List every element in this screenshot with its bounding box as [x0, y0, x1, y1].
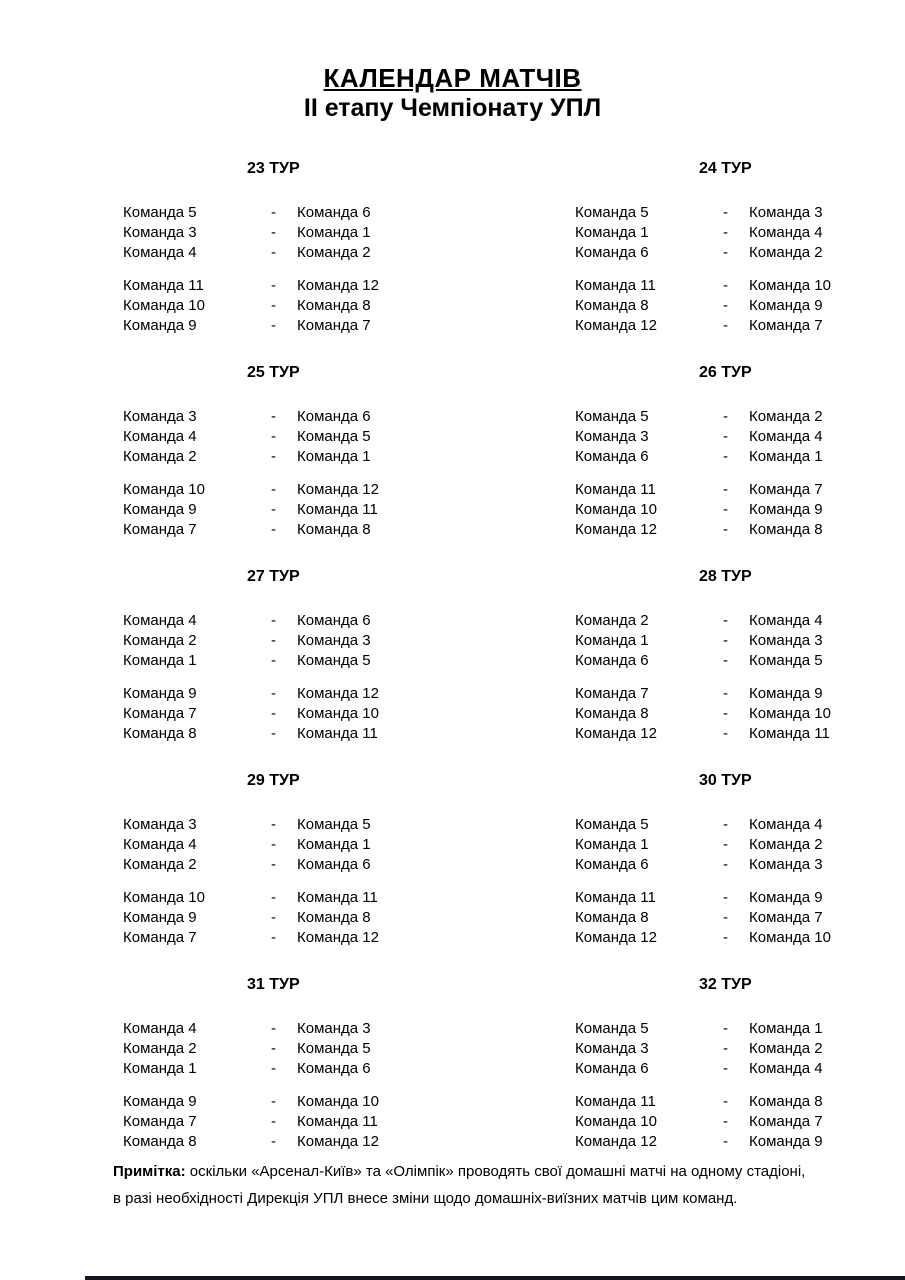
match-row	[123, 203, 452, 223]
match-row	[575, 1092, 905, 1112]
match-row	[123, 928, 452, 948]
home-team: Команда 1	[123, 652, 197, 669]
match-row	[123, 243, 452, 263]
tour-matches	[575, 407, 905, 540]
tour-header: 29 ТУР	[247, 772, 300, 789]
match-separator: -	[723, 856, 728, 873]
match-separator: -	[271, 1133, 276, 1150]
match-row	[575, 611, 905, 631]
tour-header: 28 ТУР	[699, 568, 752, 585]
away-team: Команда 8	[749, 1093, 823, 1110]
match-row	[123, 1112, 452, 1132]
home-team: Команда 2	[575, 612, 649, 629]
match-row	[123, 815, 452, 835]
away-team: Команда 3	[297, 632, 371, 649]
away-team: Команда 4	[749, 816, 823, 833]
home-team: Команда 8	[575, 297, 649, 314]
home-team: Команда 2	[123, 632, 197, 649]
match-row	[575, 427, 905, 447]
note-line-2: в разі необхідності Дирекція УПЛ внесе зміни щодо домашніх-виїзних матчів цим команд.	[113, 1190, 738, 1207]
match-separator: -	[271, 297, 276, 314]
home-team: Команда 8	[123, 725, 197, 742]
match-row	[123, 296, 452, 316]
tour-block	[452, 160, 905, 336]
note	[113, 1158, 818, 1212]
tour-matches	[123, 611, 452, 744]
tour-block	[452, 772, 905, 948]
match-separator: -	[271, 685, 276, 702]
home-team: Команда 9	[123, 501, 197, 518]
match-separator: -	[271, 521, 276, 538]
match-row	[123, 631, 452, 651]
scan-edge-artifact	[85, 1276, 905, 1280]
home-team: Команда 12	[575, 725, 657, 742]
away-team: Команда 3	[297, 1020, 371, 1037]
match-separator: -	[271, 224, 276, 241]
away-team: Команда 8	[297, 521, 371, 538]
match-separator: -	[271, 428, 276, 445]
home-team: Команда 7	[123, 521, 197, 538]
home-team: Команда 12	[575, 1133, 657, 1150]
match-separator: -	[723, 909, 728, 926]
match-separator: -	[723, 632, 728, 649]
match-row	[123, 427, 452, 447]
home-team: Команда 8	[575, 705, 649, 722]
match-separator: -	[271, 929, 276, 946]
away-team: Команда 5	[297, 1040, 371, 1057]
away-team: Команда 8	[749, 521, 823, 538]
match-separator: -	[271, 652, 276, 669]
away-team: Команда 6	[297, 1060, 371, 1077]
match-row	[575, 1132, 905, 1152]
match-row	[123, 855, 452, 875]
home-team: Команда 11	[575, 1093, 656, 1110]
away-team: Команда 7	[749, 317, 823, 334]
match-row	[123, 447, 452, 467]
match-row	[123, 1039, 452, 1059]
note-line-1: оскільки «Арсенал-Київ» та «Олімпік» проводять свої домашні матчі на одному стадіоні,	[185, 1163, 806, 1180]
home-team: Команда 2	[123, 1040, 197, 1057]
match-row	[575, 276, 905, 296]
match-separator: -	[723, 652, 728, 669]
away-team: Команда 4	[749, 612, 823, 629]
match-row	[575, 835, 905, 855]
match-row	[575, 1019, 905, 1039]
match-separator: -	[271, 204, 276, 221]
match-separator: -	[271, 1060, 276, 1077]
match-row	[575, 1112, 905, 1132]
match-separator: -	[723, 1133, 728, 1150]
match-row	[575, 480, 905, 500]
away-team: Команда 11	[297, 725, 378, 742]
tour-header: 27 ТУР	[247, 568, 300, 585]
away-team: Команда 3	[749, 204, 823, 221]
tour-matches	[123, 407, 452, 540]
page-title: КАЛЕНДАР МАТЧІВ	[323, 63, 582, 93]
home-team: Команда 1	[575, 632, 649, 649]
tour-header: 26 ТУР	[699, 364, 752, 381]
match-separator: -	[723, 1040, 728, 1057]
away-team: Команда 10	[749, 277, 831, 294]
home-team: Команда 6	[575, 244, 649, 261]
match-separator: -	[723, 521, 728, 538]
away-team: Команда 9	[749, 685, 823, 702]
home-team: Команда 11	[575, 277, 656, 294]
away-team: Команда 2	[749, 1040, 823, 1057]
away-team: Команда 12	[297, 929, 379, 946]
home-team: Команда 7	[123, 929, 197, 946]
home-team: Команда 6	[575, 652, 649, 669]
match-row	[575, 1039, 905, 1059]
away-team: Команда 1	[749, 1020, 823, 1037]
match-row	[575, 1059, 905, 1079]
away-team: Команда 12	[297, 277, 379, 294]
away-team: Команда 8	[297, 909, 371, 926]
home-team: Команда 12	[575, 317, 657, 334]
match-separator: -	[271, 705, 276, 722]
match-separator: -	[271, 1020, 276, 1037]
home-team: Команда 6	[575, 856, 649, 873]
tour-block	[0, 772, 452, 948]
match-separator: -	[723, 448, 728, 465]
match-row	[575, 407, 905, 427]
home-team: Команда 11	[123, 277, 204, 294]
home-team: Команда 4	[123, 428, 197, 445]
home-team: Команда 10	[123, 889, 205, 906]
match-row	[575, 296, 905, 316]
tour-block	[0, 160, 452, 336]
tour-header: 31 ТУР	[247, 976, 300, 993]
away-team: Команда 1	[297, 836, 371, 853]
page-subtitle: II етапу Чемпіонату УПЛ	[303, 94, 602, 122]
match-row	[123, 684, 452, 704]
home-team: Команда 5	[123, 204, 197, 221]
away-team: Команда 6	[297, 612, 371, 629]
match-row	[575, 704, 905, 724]
away-team: Команда 12	[297, 685, 379, 702]
match-row	[575, 684, 905, 704]
match-separator: -	[723, 1020, 728, 1037]
tour-block	[0, 976, 452, 1152]
home-team: Команда 10	[123, 481, 205, 498]
match-row	[123, 407, 452, 427]
match-separator: -	[723, 705, 728, 722]
home-team: Команда 6	[575, 448, 649, 465]
match-row	[575, 520, 905, 540]
match-separator: -	[271, 1113, 276, 1130]
away-team: Команда 9	[749, 1133, 823, 1150]
home-team: Команда 5	[575, 816, 649, 833]
tour-header: 25 ТУР	[247, 364, 300, 381]
home-team: Команда 9	[123, 1093, 197, 1110]
home-team: Команда 1	[575, 224, 649, 241]
match-row	[575, 316, 905, 336]
match-separator: -	[271, 856, 276, 873]
match-row	[123, 908, 452, 928]
away-team: Команда 2	[297, 244, 371, 261]
home-team: Команда 3	[123, 224, 197, 241]
match-separator: -	[271, 909, 276, 926]
tour-matches	[123, 203, 452, 336]
away-team: Команда 5	[749, 652, 823, 669]
match-separator: -	[271, 725, 276, 742]
away-team: Команда 4	[749, 1060, 823, 1077]
match-separator: -	[723, 408, 728, 425]
match-separator: -	[723, 685, 728, 702]
away-team: Команда 2	[749, 408, 823, 425]
match-separator: -	[723, 481, 728, 498]
home-team: Команда 5	[575, 204, 649, 221]
home-team: Команда 10	[123, 297, 205, 314]
away-team: Команда 10	[749, 705, 831, 722]
tour-block	[452, 568, 905, 744]
match-separator: -	[723, 204, 728, 221]
tours-grid	[0, 160, 905, 1180]
home-team: Команда 10	[575, 1113, 657, 1130]
home-team: Команда 4	[123, 836, 197, 853]
match-separator: -	[271, 612, 276, 629]
match-row	[575, 888, 905, 908]
home-team: Команда 12	[575, 929, 657, 946]
match-row	[575, 855, 905, 875]
away-team: Команда 4	[749, 428, 823, 445]
home-team: Команда 2	[123, 856, 197, 873]
match-row	[575, 651, 905, 671]
match-separator: -	[723, 1113, 728, 1130]
away-team: Команда 11	[749, 725, 830, 742]
document-header	[0, 0, 905, 123]
tour-matches	[575, 611, 905, 744]
away-team: Команда 2	[749, 836, 823, 853]
home-team: Команда 8	[575, 909, 649, 926]
match-separator: -	[271, 317, 276, 334]
tour-block	[452, 976, 905, 1152]
away-team: Команда 7	[749, 1113, 823, 1130]
match-separator: -	[723, 224, 728, 241]
tour-block	[452, 364, 905, 540]
match-separator: -	[271, 408, 276, 425]
match-row	[575, 908, 905, 928]
match-separator: -	[723, 612, 728, 629]
note-label: Примітка:	[113, 1163, 186, 1180]
match-row	[575, 447, 905, 467]
match-separator: -	[723, 725, 728, 742]
match-separator: -	[271, 816, 276, 833]
match-row	[123, 724, 452, 744]
away-team: Команда 4	[749, 224, 823, 241]
away-team: Команда 11	[297, 501, 378, 518]
away-team: Команда 2	[749, 244, 823, 261]
tour-matches	[575, 203, 905, 336]
home-team: Команда 10	[575, 501, 657, 518]
match-separator: -	[271, 277, 276, 294]
away-team: Команда 12	[297, 1133, 379, 1150]
match-separator: -	[271, 632, 276, 649]
home-team: Команда 9	[123, 909, 197, 926]
away-team: Команда 1	[297, 224, 371, 241]
match-separator: -	[723, 244, 728, 261]
match-separator: -	[723, 836, 728, 853]
match-row	[123, 1092, 452, 1112]
home-team: Команда 7	[123, 705, 197, 722]
away-team: Команда 9	[749, 889, 823, 906]
home-team: Команда 4	[123, 1020, 197, 1037]
away-team: Команда 11	[297, 1113, 378, 1130]
tour-header: 32 ТУР	[699, 976, 752, 993]
tour-header: 30 ТУР	[699, 772, 752, 789]
tour-matches	[575, 815, 905, 948]
match-row	[123, 223, 452, 243]
tour-header: 23 ТУР	[247, 160, 300, 177]
match-row	[123, 835, 452, 855]
away-team: Команда 5	[297, 652, 371, 669]
home-team: Команда 6	[575, 1060, 649, 1077]
home-team: Команда 3	[123, 816, 197, 833]
match-row	[123, 520, 452, 540]
away-team: Команда 10	[297, 705, 379, 722]
home-team: Команда 7	[575, 685, 649, 702]
match-row	[575, 928, 905, 948]
match-row	[123, 316, 452, 336]
home-team: Команда 11	[575, 481, 656, 498]
match-separator: -	[723, 889, 728, 906]
home-team: Команда 3	[123, 408, 197, 425]
home-team: Команда 8	[123, 1133, 197, 1150]
home-team: Команда 3	[575, 428, 649, 445]
match-separator: -	[723, 929, 728, 946]
match-row	[123, 276, 452, 296]
match-row	[123, 1059, 452, 1079]
match-row	[575, 243, 905, 263]
match-separator: -	[723, 277, 728, 294]
match-separator: -	[271, 1093, 276, 1110]
home-team: Команда 12	[575, 521, 657, 538]
match-row	[123, 1019, 452, 1039]
away-team: Команда 1	[749, 448, 823, 465]
match-row	[123, 1132, 452, 1152]
away-team: Команда 3	[749, 856, 823, 873]
match-row	[575, 631, 905, 651]
away-team: Команда 7	[749, 909, 823, 926]
away-team: Команда 6	[297, 408, 371, 425]
home-team: Команда 9	[123, 317, 197, 334]
match-row	[123, 651, 452, 671]
match-separator: -	[723, 1093, 728, 1110]
away-team: Команда 1	[297, 448, 371, 465]
tour-block	[0, 568, 452, 744]
match-row	[575, 815, 905, 835]
match-separator: -	[723, 297, 728, 314]
match-separator: -	[271, 1040, 276, 1057]
away-team: Команда 11	[297, 889, 378, 906]
home-team: Команда 2	[123, 448, 197, 465]
match-separator: -	[271, 481, 276, 498]
match-row	[123, 500, 452, 520]
home-team: Команда 4	[123, 612, 197, 629]
home-team: Команда 4	[123, 244, 197, 261]
home-team: Команда 3	[575, 1040, 649, 1057]
match-row	[575, 500, 905, 520]
home-team: Команда 5	[575, 1020, 649, 1037]
home-team: Команда 7	[123, 1113, 197, 1130]
match-separator: -	[723, 317, 728, 334]
match-row	[575, 724, 905, 744]
match-row	[123, 611, 452, 631]
tour-matches	[123, 815, 452, 948]
match-row	[123, 704, 452, 724]
match-separator: -	[271, 448, 276, 465]
tour-block	[0, 364, 452, 540]
match-separator: -	[723, 1060, 728, 1077]
away-team: Команда 5	[297, 428, 371, 445]
match-separator: -	[723, 816, 728, 833]
match-separator: -	[271, 501, 276, 518]
match-row	[123, 888, 452, 908]
away-team: Команда 3	[749, 632, 823, 649]
home-team: Команда 1	[123, 1060, 197, 1077]
match-separator: -	[271, 836, 276, 853]
home-team: Команда 11	[575, 889, 656, 906]
home-team: Команда 9	[123, 685, 197, 702]
away-team: Команда 8	[297, 297, 371, 314]
away-team: Команда 7	[297, 317, 371, 334]
away-team: Команда 6	[297, 204, 371, 221]
home-team: Команда 5	[575, 408, 649, 425]
away-team: Команда 6	[297, 856, 371, 873]
home-team: Команда 1	[575, 836, 649, 853]
tour-matches	[575, 1019, 905, 1152]
away-team: Команда 5	[297, 816, 371, 833]
away-team: Команда 9	[749, 297, 823, 314]
away-team: Команда 12	[297, 481, 379, 498]
away-team: Команда 10	[749, 929, 831, 946]
away-team: Команда 7	[749, 481, 823, 498]
match-row	[123, 480, 452, 500]
match-separator: -	[723, 501, 728, 518]
tour-matches	[123, 1019, 452, 1152]
away-team: Команда 10	[297, 1093, 379, 1110]
match-separator: -	[271, 889, 276, 906]
match-row	[575, 223, 905, 243]
match-separator: -	[271, 244, 276, 261]
away-team: Команда 9	[749, 501, 823, 518]
match-row	[575, 203, 905, 223]
match-separator: -	[723, 428, 728, 445]
tour-header: 24 ТУР	[699, 160, 752, 177]
